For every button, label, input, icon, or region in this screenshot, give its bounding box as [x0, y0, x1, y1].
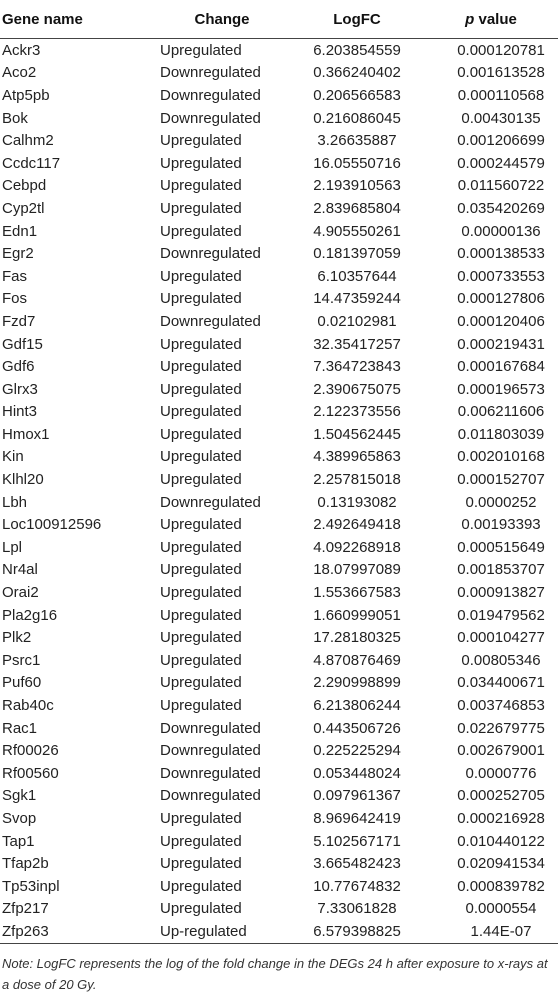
table-row — [0, 152, 558, 175]
cell-logfc: 1.660999051 — [313, 606, 401, 624]
cell-p-value: 0.000138533 — [457, 245, 545, 263]
cell-change: Upregulated — [160, 629, 242, 647]
cell-change: Upregulated — [160, 606, 242, 624]
cell-gene-name: Tfap2b — [2, 855, 49, 873]
cell-change: Downregulated — [160, 742, 261, 760]
cell-gene-name: Zfp217 — [2, 900, 49, 918]
table-row — [0, 129, 558, 152]
header-p-rest: value — [474, 10, 517, 28]
cell-gene-name: Fas — [2, 267, 28, 285]
cell-p-value: 0.000127806 — [457, 290, 545, 308]
table-row — [0, 423, 558, 446]
cell-logfc: 0.053448024 — [313, 764, 401, 782]
cell-gene-name: Rab40c — [2, 697, 54, 715]
cell-p-value: 0.000110568 — [457, 86, 545, 104]
cell-logfc: 4.389965863 — [313, 448, 401, 466]
cell-change: Upregulated — [160, 855, 242, 873]
table-row — [0, 378, 558, 401]
cell-logfc: 6.579398825 — [292, 920, 422, 943]
cell-change: Upregulated — [160, 448, 242, 466]
cell-gene-name: Sgk1 — [2, 787, 37, 805]
cell-gene-name: Edn1 — [2, 222, 38, 240]
cell-change: Downregulated — [160, 109, 261, 127]
table-row — [0, 672, 558, 695]
cell-logfc: 16.05550716 — [313, 154, 401, 172]
cell-gene-name: Glrx3 — [2, 380, 38, 398]
table-row — [0, 536, 558, 559]
cell-change: Upregulated — [160, 516, 242, 534]
table-row — [0, 739, 558, 762]
cell-change: Downregulated — [160, 719, 261, 737]
table-row — [0, 107, 558, 130]
table-row — [0, 242, 558, 265]
table-row — [0, 559, 558, 582]
cell-logfc: 1.553667583 — [313, 584, 401, 602]
cell-gene-name: Tp53inpl — [2, 877, 60, 895]
table-header — [0, 0, 558, 39]
cell-logfc: 0.02102981 — [317, 312, 397, 330]
cell-p-value: 1.44E-07 — [422, 920, 558, 943]
cell-change: Downregulated — [160, 64, 261, 82]
cell-gene-name: Klhl20 — [2, 471, 44, 489]
cell-logfc: 6.213806244 — [313, 697, 401, 715]
cell-logfc: 14.47359244 — [313, 290, 401, 308]
cell-gene-name: Gdf15 — [2, 335, 43, 353]
cell-change: Downregulated — [160, 764, 261, 782]
table-row — [0, 762, 558, 785]
header-p-value — [422, 0, 558, 39]
table-row — [0, 694, 558, 717]
cell-logfc: 1.504562445 — [313, 425, 401, 443]
cell-change: Downregulated — [160, 493, 261, 511]
cell-change: Upregulated — [160, 380, 242, 398]
cell-p-value: 0.000120406 — [457, 312, 545, 330]
table-note: Note: LogFC represents the log of the fold change in the DEGs 24 h after exposure to x-rays at a dose of 20 Gy. — [2, 955, 548, 992]
header-row — [0, 0, 558, 39]
cell-logfc: 0.225225294 — [313, 742, 401, 760]
cell-change: Upregulated — [160, 538, 242, 556]
cell-logfc: 2.122373556 — [313, 403, 401, 421]
cell-p-value: 0.022679775 — [457, 719, 545, 737]
cell-gene-name: Egr2 — [2, 245, 34, 263]
cell-change: Up-regulated — [152, 920, 292, 943]
cell-gene-name: Plk2 — [2, 629, 32, 647]
cell-logfc: 0.216086045 — [313, 109, 401, 127]
cell-change: Downregulated — [160, 312, 261, 330]
cell-p-value: 0.001206699 — [457, 132, 545, 150]
cell-gene-name: Hmox1 — [2, 425, 50, 443]
cell-logfc: 17.28180325 — [313, 629, 401, 647]
cell-change: Upregulated — [160, 651, 242, 669]
cell-p-value: 0.0000776 — [465, 764, 537, 782]
cell-logfc: 0.13193082 — [317, 493, 397, 511]
cell-logfc: 4.092268918 — [313, 538, 401, 556]
table-row — [0, 852, 558, 875]
cell-gene-name: Orai2 — [2, 584, 39, 602]
cell-p-value: 0.000839782 — [457, 877, 545, 895]
cell-p-value: 0.0000554 — [465, 900, 537, 918]
cell-gene-name: Svop — [2, 809, 37, 827]
cell-logfc: 2.390675075 — [313, 380, 401, 398]
table-row — [0, 785, 558, 808]
cell-logfc: 6.10357644 — [317, 267, 397, 285]
cell-logfc: 0.443506726 — [313, 719, 401, 737]
cell-gene-name: Psrc1 — [2, 651, 41, 669]
table-row — [0, 830, 558, 853]
cell-gene-name: Rac1 — [2, 719, 38, 737]
cell-gene-name: Aco2 — [2, 64, 37, 82]
cell-p-value: 0.000216928 — [457, 809, 545, 827]
cell-p-value: 0.000120781 — [457, 41, 545, 59]
cell-p-value: 0.011803039 — [457, 425, 545, 443]
cell-p-value: 0.00805346 — [461, 651, 541, 669]
cell-change: Upregulated — [160, 471, 242, 489]
cell-gene-name: Cyp2tl — [2, 199, 45, 217]
cell-p-value: 0.034400671 — [457, 674, 545, 692]
table-body — [0, 39, 558, 944]
cell-p-value: 0.006211606 — [457, 403, 545, 421]
cell-gene-name: Cebpd — [2, 177, 47, 195]
cell-logfc: 2.492649418 — [313, 516, 401, 534]
cell-change: Upregulated — [160, 584, 242, 602]
cell-logfc: 32.35417257 — [313, 335, 401, 353]
cell-change: Upregulated — [160, 900, 242, 918]
table-row — [0, 875, 558, 898]
cell-logfc: 3.26635887 — [317, 132, 397, 150]
cell-logfc: 4.870876469 — [313, 651, 401, 669]
cell-change: Upregulated — [160, 697, 242, 715]
cell-logfc: 0.206566583 — [313, 86, 401, 104]
cell-change: Upregulated — [160, 132, 242, 150]
cell-p-value: 0.000913827 — [457, 584, 545, 602]
header-logfc: LogFC — [292, 0, 422, 39]
table-row — [0, 62, 558, 85]
cell-logfc: 8.969642419 — [313, 809, 401, 827]
cell-gene-name: Rf00026 — [2, 742, 59, 760]
table-row — [0, 446, 558, 469]
cell-logfc: 4.905550261 — [313, 222, 401, 240]
cell-gene-name: Fzd7 — [2, 312, 36, 330]
cell-change: Upregulated — [160, 403, 242, 421]
cell-change: Upregulated — [160, 290, 242, 308]
cell-p-value: 0.000733553 — [457, 267, 545, 285]
cell-p-value: 0.000196573 — [457, 380, 545, 398]
cell-p-value: 0.002010168 — [457, 448, 545, 466]
cell-logfc: 18.07997089 — [313, 561, 401, 579]
cell-gene-name: Atp5pb — [2, 86, 50, 104]
cell-p-value: 0.020941534 — [457, 855, 545, 873]
table-row — [0, 401, 558, 424]
cell-gene-name: Hint3 — [2, 403, 38, 421]
cell-change: Upregulated — [160, 358, 242, 376]
table-row — [0, 649, 558, 672]
table-row — [0, 717, 558, 740]
cell-logfc: 2.290998899 — [313, 674, 401, 692]
cell-gene-name: Lbh — [2, 493, 28, 511]
cell-p-value: 0.000515649 — [457, 538, 545, 556]
cell-gene-name: Pla2g16 — [2, 606, 58, 624]
table-row — [0, 175, 558, 198]
cell-logfc: 0.097961367 — [313, 787, 401, 805]
cell-p-value: 0.002679001 — [457, 742, 545, 760]
cell-change: Upregulated — [160, 177, 242, 195]
table-row — [0, 626, 558, 649]
cell-change: Upregulated — [160, 832, 242, 850]
cell-logfc: 10.77674832 — [313, 877, 401, 895]
cell-logfc: 6.203854559 — [313, 41, 401, 59]
table-row — [0, 468, 558, 491]
cell-change: Upregulated — [160, 674, 242, 692]
table-row — [0, 220, 558, 243]
cell-p-value: 0.001613528 — [457, 64, 545, 82]
cell-p-value: 0.000104277 — [457, 629, 545, 647]
cell-change: Upregulated — [160, 425, 242, 443]
cell-gene-name: Fos — [2, 290, 28, 308]
cell-change: Downregulated — [160, 787, 261, 805]
cell-change: Upregulated — [160, 222, 242, 240]
cell-logfc: 2.839685804 — [313, 199, 401, 217]
cell-p-value: 0.000244579 — [457, 154, 545, 172]
cell-change: Upregulated — [160, 199, 242, 217]
table-row — [0, 197, 558, 220]
table-row — [0, 920, 558, 943]
cell-gene-name: Nr4al — [2, 561, 38, 579]
cell-p-value: 0.0000252 — [465, 493, 537, 511]
table-row — [0, 265, 558, 288]
cell-p-value: 0.00193393 — [461, 516, 541, 534]
cell-change: Upregulated — [160, 877, 242, 895]
cell-p-value: 0.001853707 — [457, 561, 545, 579]
cell-logfc: 3.665482423 — [313, 855, 401, 873]
header-p-italic: p — [465, 10, 475, 28]
cell-p-value: 0.011560722 — [457, 177, 545, 195]
cell-logfc: 2.257815018 — [313, 471, 401, 489]
cell-gene-name: Rf00560 — [2, 764, 59, 782]
cell-logfc: 7.364723843 — [313, 358, 401, 376]
cell-logfc: 5.102567171 — [313, 832, 401, 850]
cell-change: Upregulated — [160, 561, 242, 579]
cell-p-value: 0.019479562 — [457, 606, 545, 624]
cell-gene-name: Calhm2 — [2, 132, 54, 150]
cell-p-value: 0.000252705 — [457, 787, 545, 805]
cell-gene-name: Kin — [2, 448, 24, 466]
table-row — [0, 310, 558, 333]
cell-p-value: 0.003746853 — [457, 697, 545, 715]
cell-gene-name: Ackr3 — [2, 41, 41, 59]
cell-gene-name: Gdf6 — [2, 358, 35, 376]
cell-gene-name: Bok — [2, 109, 28, 127]
cell-change: Upregulated — [160, 335, 242, 353]
cell-change: Downregulated — [160, 245, 261, 263]
table-row — [0, 355, 558, 378]
cell-p-value: 0.000219431 — [457, 335, 545, 353]
cell-p-value: 0.035420269 — [457, 199, 545, 217]
cell-gene-name: Puf60 — [2, 674, 42, 692]
cell-change: Upregulated — [160, 809, 242, 827]
cell-gene-name: Ccdc117 — [2, 154, 61, 172]
table-row — [0, 807, 558, 830]
header-change: Change — [152, 0, 292, 39]
cell-change: Upregulated — [160, 267, 242, 285]
cell-p-value: 0.010440122 — [457, 832, 545, 850]
cell-logfc: 0.366240402 — [313, 64, 401, 82]
cell-gene-name: Zfp263 — [0, 920, 152, 943]
table-row — [0, 898, 558, 921]
cell-p-value: 0.00430135 — [461, 109, 541, 127]
table-row — [0, 84, 558, 107]
table-row — [0, 491, 558, 514]
table-row — [0, 39, 558, 62]
table-row — [0, 513, 558, 536]
cell-change: Upregulated — [160, 154, 242, 172]
cell-logfc: 7.33061828 — [317, 900, 397, 918]
table-row — [0, 581, 558, 604]
cell-change: Upregulated — [160, 41, 242, 59]
header-gene-name: Gene name — [0, 0, 152, 39]
cell-p-value: 0.00000136 — [461, 222, 541, 240]
cell-logfc: 2.193910563 — [313, 177, 401, 195]
table-row — [0, 604, 558, 627]
cell-gene-name: Loc100912596 — [2, 516, 102, 534]
cell-logfc: 0.181397059 — [313, 245, 401, 263]
table-row — [0, 288, 558, 311]
cell-gene-name: Tap1 — [2, 832, 35, 850]
cell-change: Downregulated — [160, 86, 261, 104]
cell-p-value: 0.000152707 — [457, 471, 545, 489]
cell-gene-name: Lpl — [2, 538, 23, 556]
cell-p-value: 0.000167684 — [457, 358, 545, 376]
table-row — [0, 333, 558, 356]
